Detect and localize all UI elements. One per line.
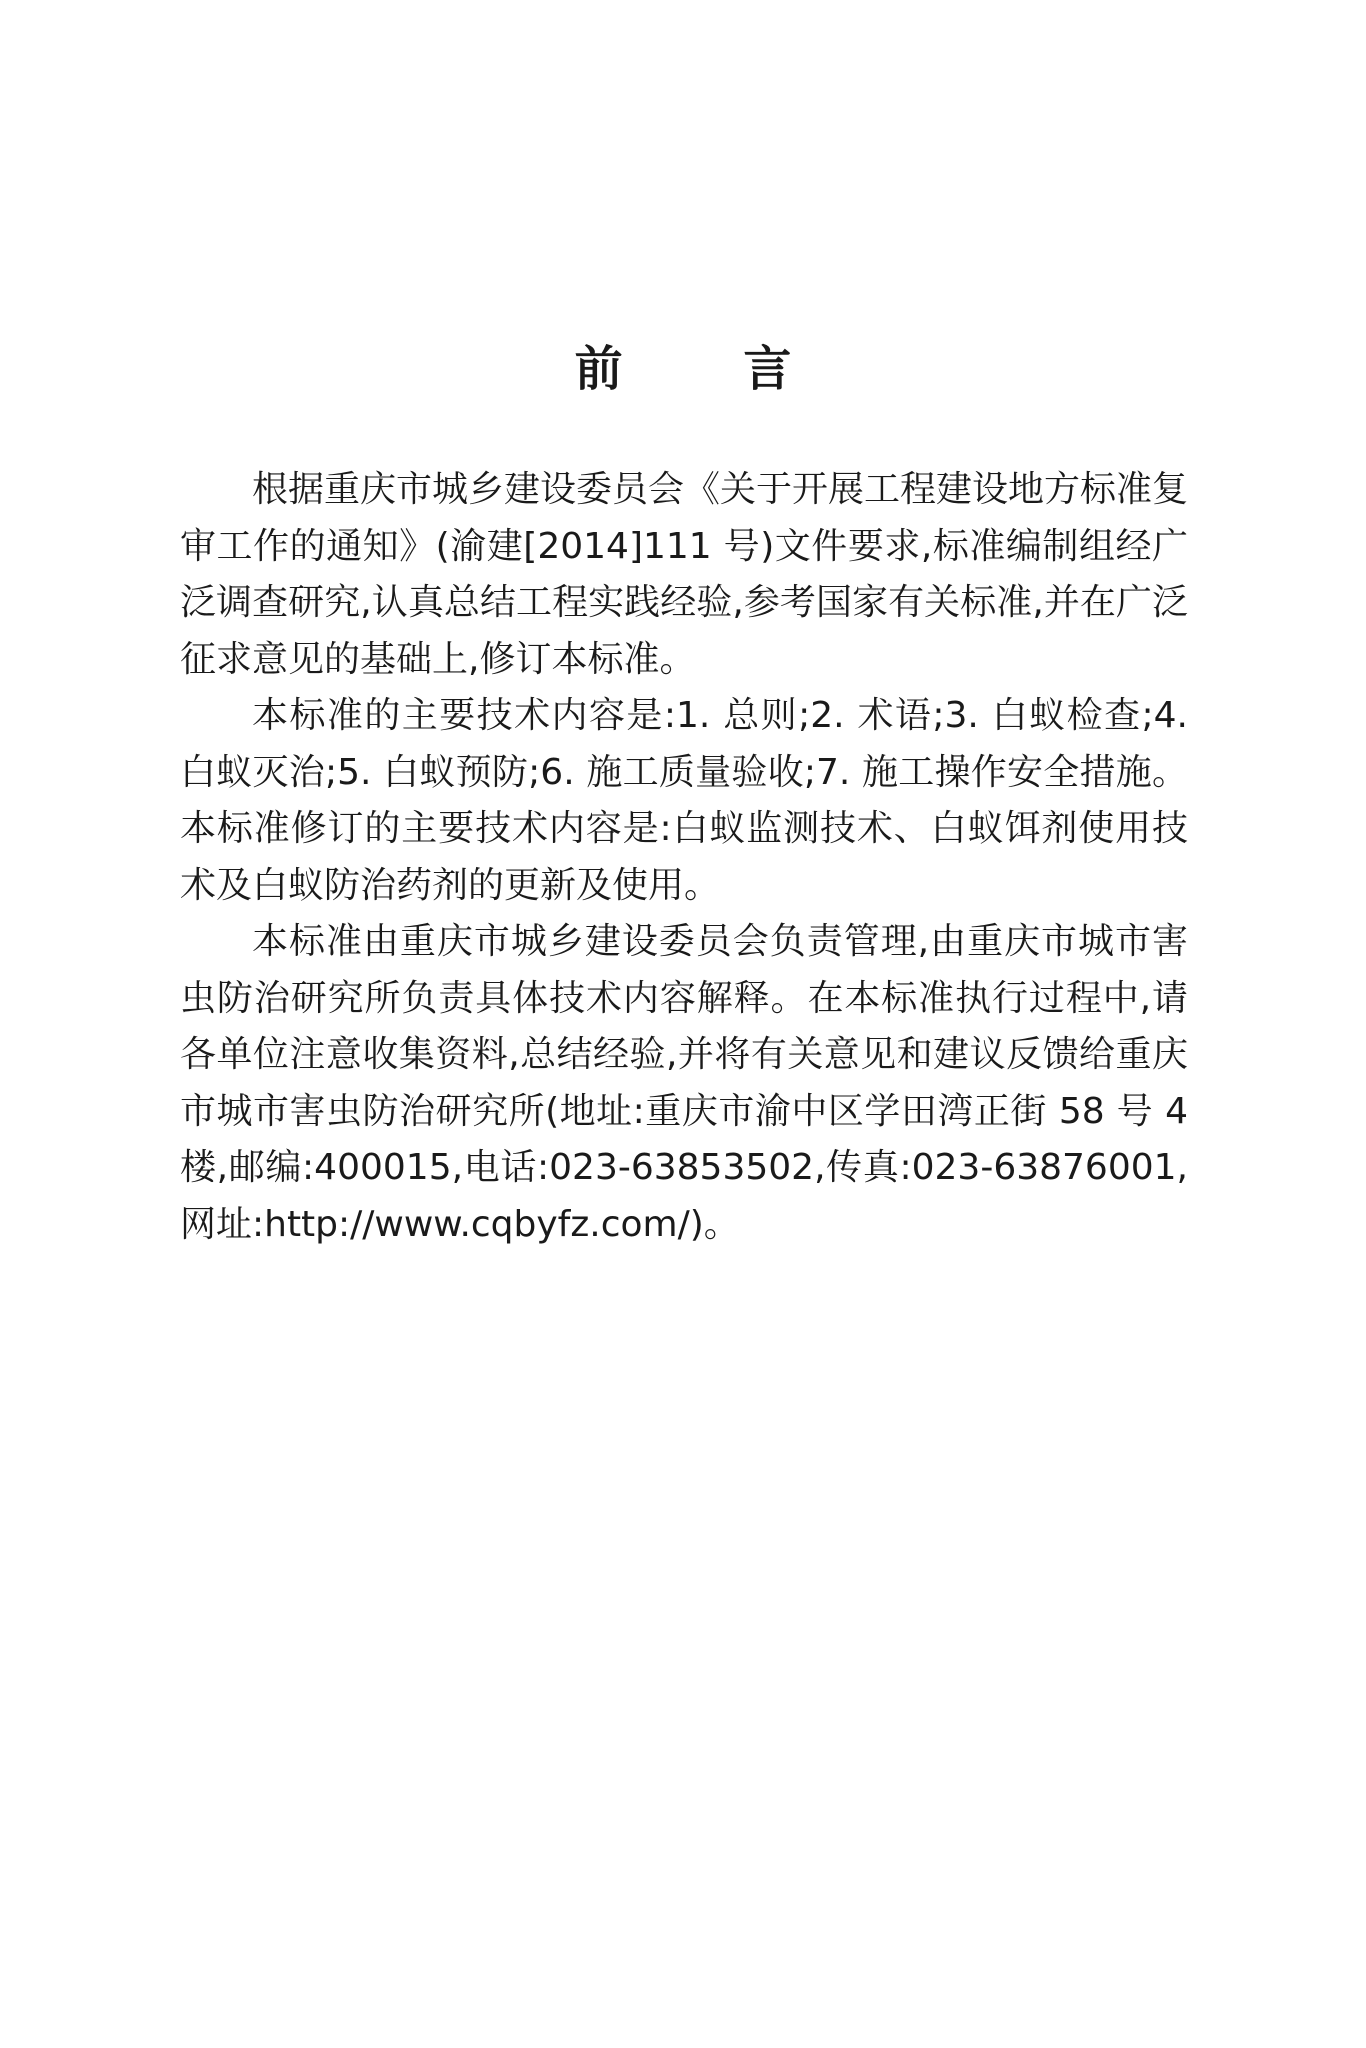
paragraph-3: 本标准由重庆市城乡建设委员会负责管理,由重庆市城市害虫防治研究所负责具体技术内容解释。在本标准执行过程中,请各单位注意收集资料,总结经验,并将有关意见和建议反馈给重庆市城市害虫防治研究所(地址:重庆市渝中区学田湾正街 58 号 4 楼,邮编:400015,电话:023-63853502,传真:023-63876001,网址:http://www.cqbyfz.com/)。 bbox=[180, 921, 1188, 1245]
body-text bbox=[180, 462, 1188, 1253]
paragraph-2: 本标准的主要技术内容是:1. 总则;2. 术语;3. 白蚁检查;4. 白蚁灭治;5. 白蚁预防;6. 施工质量验收;7. 施工操作安全措施。本标准修订的主要技术内容是:白蚁监测技术、白蚁饵剂使用技术及白蚁防治药剂的更新及使用。 bbox=[180, 695, 1188, 906]
page-title: 前 言 bbox=[574, 341, 844, 397]
paragraph-1: 根据重庆市城乡建设委员会《关于开展工程建设地方标准复审工作的通知》(渝建[2014]111 号)文件要求,标准编制组经广泛调查研究,认真总结工程实践经验,参考国家有关标准,并在广泛征求意见的基础上,修订本标准。 bbox=[180, 469, 1189, 680]
